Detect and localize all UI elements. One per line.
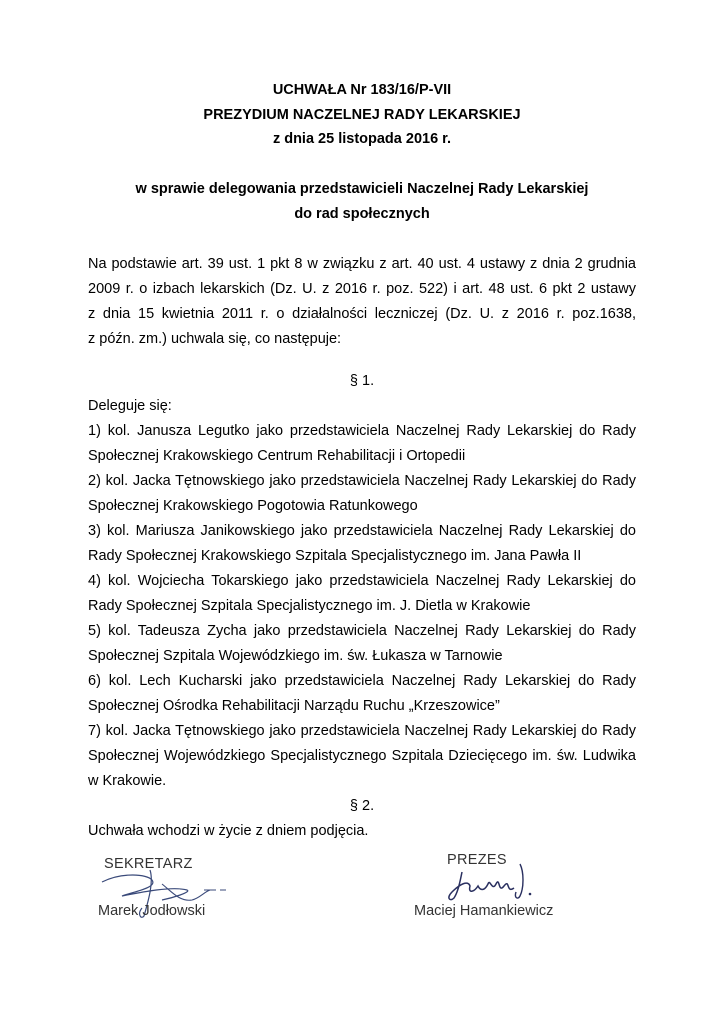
section-1-intro: Deleguje się: bbox=[88, 398, 172, 414]
issuing-body: PREZYDIUM NACZELNEJ RADY LEKARSKIEJ bbox=[203, 107, 521, 123]
list-item-4-line-1: 4) kol. Wojciecha Tokarskiego jako przedstawiciela Naczelnej Rady Lekarskiej do bbox=[88, 573, 636, 589]
list-item-7-line-2: Społecznej Wojewódzkiego Specjalistycznego Szpitala Dziecięcego im. św. Ludwika bbox=[88, 748, 636, 764]
list-item-6-line-2: Społecznej Ośrodka Rehabilitacji Narządu Ruchu „Krzeszowice” bbox=[88, 698, 500, 714]
preamble-line-3: z dnia 15 kwietnia 2011 r. o działalności leczniczej (Dz. U. z 2016 r. poz.1638, bbox=[88, 306, 636, 322]
president-signature bbox=[440, 858, 550, 908]
secretary-name: Marek Jodłowski bbox=[98, 903, 206, 919]
list-item-3-line-2: Rady Społecznej Krakowskiego Szpitala Specjalistycznego im. Jana Pawła II bbox=[88, 548, 582, 564]
list-item-7-line-1: 7) kol. Jacka Tętnowskiego jako przedstawiciela Naczelnej Rady Lekarskiej do Rady bbox=[88, 723, 636, 739]
list-item-5-line-1: 5) kol. Tadeusza Zycha jako przedstawiciela Naczelnej Rady Lekarskiej do Rady bbox=[88, 623, 636, 639]
list-item-6-line-1: 6) kol. Lech Kucharski jako przedstawiciela Naczelnej Rady Lekarskiej do Rady bbox=[88, 673, 636, 689]
resolution-date: z dnia 25 listopada 2016 r. bbox=[272, 131, 452, 147]
subject-line-1: w sprawie delegowania przedstawicieli Naczelnej Rady Lekarskiej bbox=[135, 181, 589, 197]
list-item-4-line-2: Rady Społecznej Szpitala Specjalistycznego im. J. Dietla w Krakowie bbox=[88, 598, 531, 614]
list-item-1-line-2: Społecznej Krakowskiego Centrum Rehabilitacji i Ortopedii bbox=[88, 448, 466, 464]
list-item-2-line-2: Społecznej Krakowskiego Pogotowia Ratunkowego bbox=[88, 498, 418, 514]
list-item-7-line-3: w Krakowie. bbox=[88, 773, 167, 789]
section-2-text: Uchwała wchodzi w życie z dniem podjęcia. bbox=[88, 823, 369, 839]
section-2-mark: § 2. bbox=[349, 798, 375, 814]
list-item-5-line-2: Społecznej Szpitala Wojewódzkiego im. św. Łukasza w Tarnowie bbox=[88, 648, 503, 664]
preamble-line-4: z późn. zm.) uchwala się, co następuje: bbox=[88, 331, 342, 347]
preamble-line-1: Na podstawie art. 39 ust. 1 pkt 8 w związku z art. 40 ust. 4 ustawy z dnia 2 grudnia bbox=[88, 256, 636, 272]
section-1-mark: § 1. bbox=[349, 373, 375, 389]
secretary-title: SEKRETARZ bbox=[104, 856, 193, 872]
president-title: PREZES bbox=[447, 852, 507, 868]
list-item-2-line-1: 2) kol. Jacka Tętnowskiego jako przedstawiciela Naczelnej Rady Lekarskiej do Rady bbox=[88, 473, 636, 489]
resolution-number: UCHWAŁA Nr 183/16/P-VII bbox=[272, 82, 452, 98]
president-name: Maciej Hamankiewicz bbox=[414, 903, 554, 919]
preamble-line-2: 2009 r. o izbach lekarskich (Dz. U. z 2016 r. poz. 522) i art. 48 ust. 6 pkt 2 ustawy bbox=[88, 281, 636, 297]
list-item-3-line-1: 3) kol. Mariusza Janikowskiego jako przedstawiciela Naczelnej Rady Lekarskiej do bbox=[88, 523, 636, 539]
list-item-1-line-1: 1) kol. Janusza Legutko jako przedstawiciela Naczelnej Rady Lekarskiej do Rady bbox=[88, 423, 636, 439]
subject-line-2: do rad społecznych bbox=[294, 206, 430, 222]
